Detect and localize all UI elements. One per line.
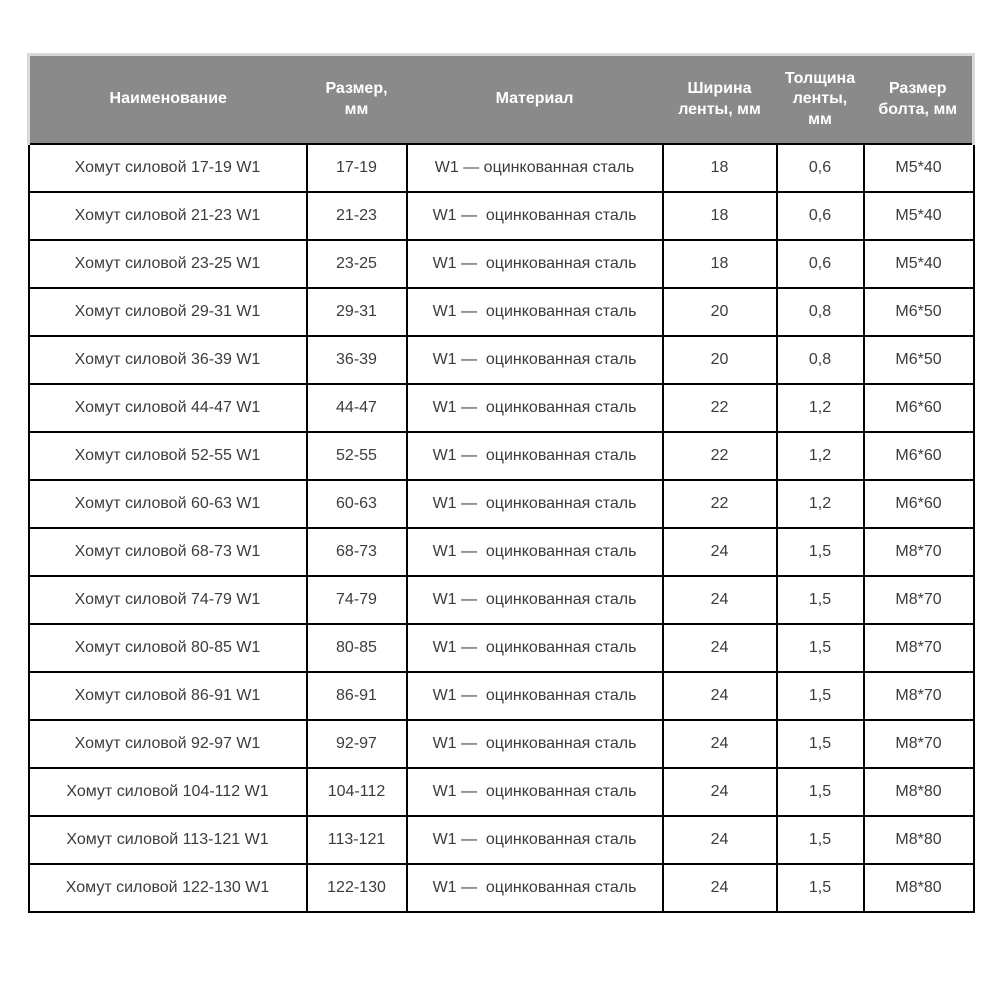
cell-material: W1 — оцинкованная сталь <box>407 768 663 816</box>
column-header-name: Наименование <box>29 55 307 145</box>
cell-bolt-size: M5*40 <box>864 192 974 240</box>
cell-size: 21-23 <box>307 192 407 240</box>
cell-bolt-size: M5*40 <box>864 240 974 288</box>
cell-band-width: 24 <box>663 672 777 720</box>
cell-bolt-size: M6*60 <box>864 432 974 480</box>
cell-bolt-size: M6*50 <box>864 288 974 336</box>
cell-band-width: 22 <box>663 384 777 432</box>
cell-name: Хомут силовой 44-47 W1 <box>29 384 307 432</box>
cell-size: 68-73 <box>307 528 407 576</box>
cell-band-thickness: 1,2 <box>777 480 864 528</box>
cell-material: W1 — оцинкованная сталь <box>407 624 663 672</box>
column-header-band-thickness: Толщина ленты, мм <box>777 55 864 145</box>
cell-band-width: 22 <box>663 432 777 480</box>
cell-size: 36-39 <box>307 336 407 384</box>
table-row <box>29 192 974 240</box>
cell-band-thickness: 1,5 <box>777 816 864 864</box>
cell-band-width: 18 <box>663 192 777 240</box>
cell-band-width: 18 <box>663 240 777 288</box>
cell-bolt-size: M6*60 <box>864 384 974 432</box>
cell-band-width: 18 <box>663 144 777 192</box>
cell-name: Хомут силовой 21-23 W1 <box>29 192 307 240</box>
table-row <box>29 480 974 528</box>
table-header <box>29 55 974 145</box>
cell-band-thickness: 0,8 <box>777 336 864 384</box>
cell-name: Хомут силовой 92-97 W1 <box>29 720 307 768</box>
cell-band-thickness: 1,5 <box>777 672 864 720</box>
cell-band-width: 24 <box>663 720 777 768</box>
cell-band-thickness: 1,5 <box>777 768 864 816</box>
cell-name: Хомут силовой 23-25 W1 <box>29 240 307 288</box>
cell-material: W1 — оцинкованная сталь <box>407 528 663 576</box>
cell-name: Хомут силовой 122-130 W1 <box>29 864 307 912</box>
cell-band-thickness: 1,5 <box>777 864 864 912</box>
cell-bolt-size: M8*70 <box>864 672 974 720</box>
table-row <box>29 144 974 192</box>
cell-name: Хомут силовой 17-19 W1 <box>29 144 307 192</box>
cell-size: 60-63 <box>307 480 407 528</box>
column-header-bolt-size: Размер болта, мм <box>864 55 974 145</box>
cell-band-thickness: 1,5 <box>777 576 864 624</box>
cell-name: Хомут силовой 29-31 W1 <box>29 288 307 336</box>
cell-band-width: 20 <box>663 336 777 384</box>
cell-material: W1 — оцинкованная сталь <box>407 864 663 912</box>
cell-band-thickness: 1,5 <box>777 528 864 576</box>
cell-material: W1 — оцинкованная сталь <box>407 432 663 480</box>
cell-band-width: 24 <box>663 576 777 624</box>
cell-material: W1 — оцинкованная сталь <box>407 576 663 624</box>
cell-size: 113-121 <box>307 816 407 864</box>
cell-size: 122-130 <box>307 864 407 912</box>
cell-band-thickness: 1,2 <box>777 432 864 480</box>
table-row <box>29 864 974 912</box>
cell-bolt-size: M8*80 <box>864 864 974 912</box>
cell-material: W1 — оцинкованная сталь <box>407 816 663 864</box>
cell-band-width: 24 <box>663 624 777 672</box>
table-row <box>29 672 974 720</box>
cell-band-width: 24 <box>663 768 777 816</box>
table-row <box>29 384 974 432</box>
cell-band-thickness: 0,8 <box>777 288 864 336</box>
cell-name: Хомут силовой 74-79 W1 <box>29 576 307 624</box>
header-row <box>29 55 974 145</box>
cell-name: Хомут силовой 113-121 W1 <box>29 816 307 864</box>
cell-bolt-size: M8*80 <box>864 816 974 864</box>
table-row <box>29 240 974 288</box>
cell-band-thickness: 0,6 <box>777 240 864 288</box>
cell-material: W1 — оцинкованная сталь <box>407 672 663 720</box>
cell-band-width: 22 <box>663 480 777 528</box>
cell-bolt-size: M5*40 <box>864 144 974 192</box>
table-row <box>29 528 974 576</box>
cell-name: Хомут силовой 80-85 W1 <box>29 624 307 672</box>
cell-band-thickness: 1,5 <box>777 720 864 768</box>
cell-size: 23-25 <box>307 240 407 288</box>
cell-size: 44-47 <box>307 384 407 432</box>
table-row <box>29 624 974 672</box>
cell-bolt-size: M8*70 <box>864 528 974 576</box>
cell-size: 17-19 <box>307 144 407 192</box>
cell-material: W1 — оцинкованная сталь <box>407 336 663 384</box>
cell-name: Хомут силовой 68-73 W1 <box>29 528 307 576</box>
cell-bolt-size: M8*80 <box>864 768 974 816</box>
cell-size: 92-97 <box>307 720 407 768</box>
cell-band-thickness: 1,2 <box>777 384 864 432</box>
column-header-band-width: Ширина ленты, мм <box>663 55 777 145</box>
table-row <box>29 336 974 384</box>
column-header-size: Размер, мм <box>307 55 407 145</box>
cell-band-width: 24 <box>663 816 777 864</box>
cell-bolt-size: M8*70 <box>864 624 974 672</box>
table-body <box>29 144 974 912</box>
cell-bolt-size: M6*50 <box>864 336 974 384</box>
cell-name: Хомут силовой 104-112 W1 <box>29 768 307 816</box>
cell-size: 86-91 <box>307 672 407 720</box>
cell-material: W1 — оцинкованная сталь <box>407 288 663 336</box>
cell-size: 104-112 <box>307 768 407 816</box>
cell-band-width: 20 <box>663 288 777 336</box>
cell-material: W1 — оцинкованная сталь <box>407 720 663 768</box>
table-row <box>29 432 974 480</box>
cell-name: Хомут силовой 52-55 W1 <box>29 432 307 480</box>
cell-material: W1 — оцинкованная сталь <box>407 240 663 288</box>
cell-band-thickness: 0,6 <box>777 144 864 192</box>
clamp-spec-table <box>27 53 975 913</box>
cell-material: W1 — оцинкованная сталь <box>407 384 663 432</box>
cell-material: W1 — оцинкованная сталь <box>407 192 663 240</box>
cell-band-thickness: 1,5 <box>777 624 864 672</box>
cell-band-width: 24 <box>663 528 777 576</box>
table-row <box>29 816 974 864</box>
cell-name: Хомут силовой 60-63 W1 <box>29 480 307 528</box>
cell-band-thickness: 0,6 <box>777 192 864 240</box>
cell-name: Хомут силовой 86-91 W1 <box>29 672 307 720</box>
cell-bolt-size: M8*70 <box>864 576 974 624</box>
cell-size: 52-55 <box>307 432 407 480</box>
cell-size: 74-79 <box>307 576 407 624</box>
table-row <box>29 288 974 336</box>
cell-band-width: 24 <box>663 864 777 912</box>
column-header-material: Материал <box>407 55 663 145</box>
table-row <box>29 576 974 624</box>
cell-material: W1 — оцинкованная сталь <box>407 144 663 192</box>
cell-bolt-size: M6*60 <box>864 480 974 528</box>
table-row <box>29 720 974 768</box>
cell-bolt-size: M8*70 <box>864 720 974 768</box>
cell-material: W1 — оцинкованная сталь <box>407 480 663 528</box>
cell-size: 80-85 <box>307 624 407 672</box>
cell-size: 29-31 <box>307 288 407 336</box>
clamp-spec-table-wrap <box>27 53 975 913</box>
cell-name: Хомут силовой 36-39 W1 <box>29 336 307 384</box>
table-row <box>29 768 974 816</box>
